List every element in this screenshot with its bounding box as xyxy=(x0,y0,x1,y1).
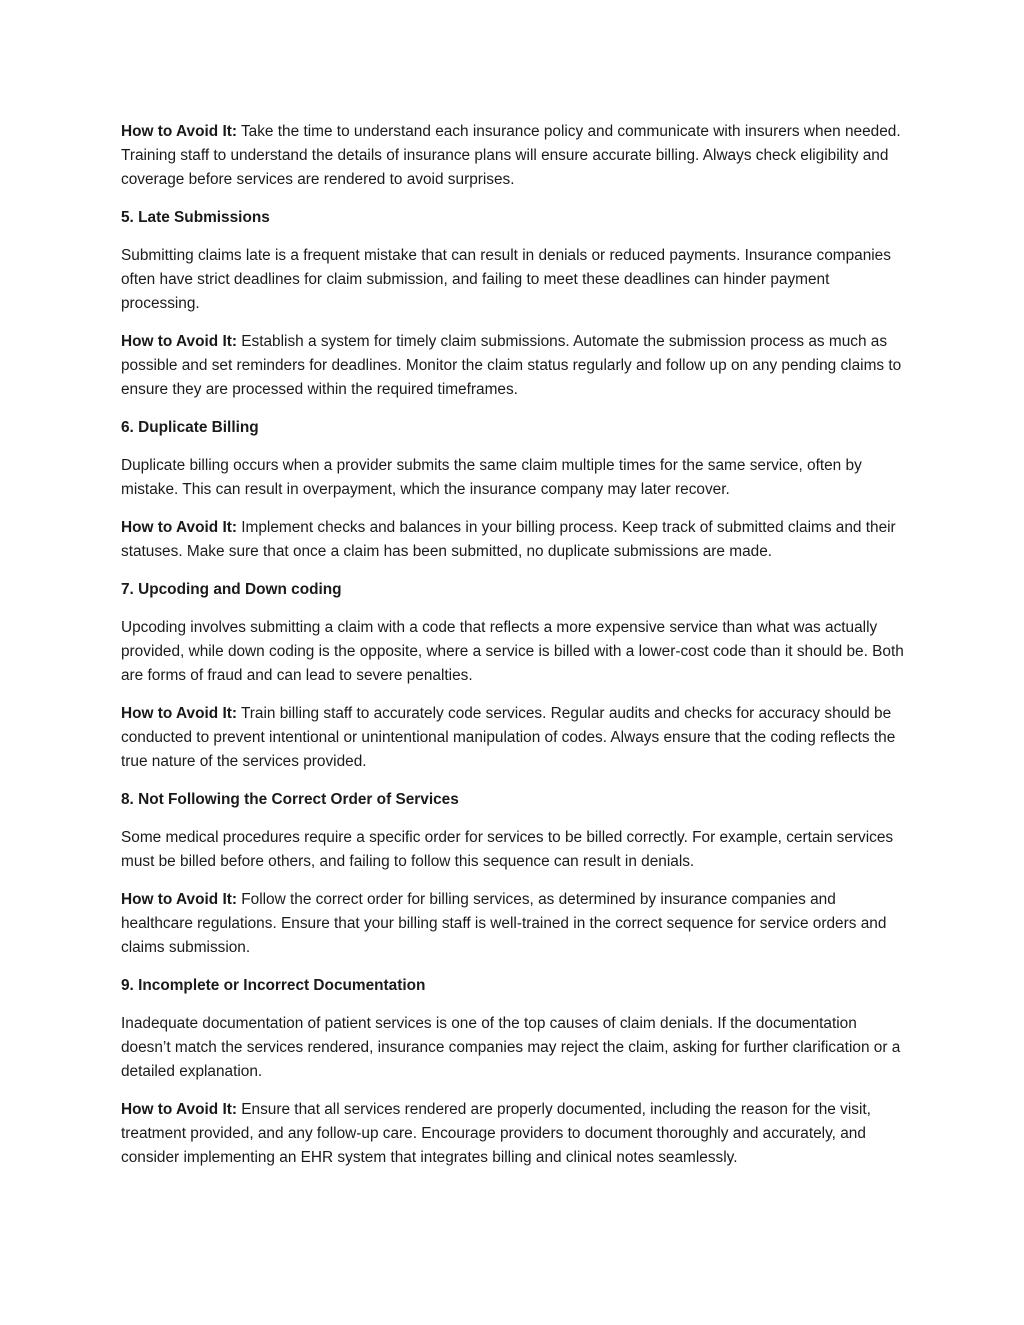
avoid-text: Establish a system for timely claim submissions. Automate the submission process as much as possible and set reminders for deadlines. Monitor the claim status regularly and follow up on any pending claims to ensure they are processed within the required timeframes. xyxy=(121,333,902,398)
avoid-paragraph xyxy=(121,516,907,564)
avoid-paragraph xyxy=(121,702,907,774)
section-heading: 5. Late Submissions xyxy=(121,209,270,226)
avoid-lead: How to Avoid It: xyxy=(121,705,237,722)
avoid-text: Ensure that all services rendered are properly documented, including the reason for the visit, treatment provided, and any follow-up care. Encourage providers to document thoroughly and accurately, and consider implementing an EHR system that integrates billing and clinical notes seamlessly. xyxy=(121,1101,871,1166)
avoid-lead: How to Avoid It: xyxy=(121,123,237,140)
avoid-text: Implement checks and balances in your billing process. Keep track of submitted claims and their statuses. Make sure that once a claim has been submitted, no duplicate submissions are made. xyxy=(121,519,896,560)
avoid-lead: How to Avoid It: xyxy=(121,891,237,908)
section-heading: 7. Upcoding and Down coding xyxy=(121,581,342,598)
avoid-lead: How to Avoid It: xyxy=(121,333,237,350)
section-heading: 6. Duplicate Billing xyxy=(121,419,259,436)
body-paragraph: Submitting claims late is a frequent mistake that can result in denials or reduced payments. Insurance companies often have strict deadlines for claim submission, and failing to meet these deadlines can hinder payment processing. xyxy=(121,247,891,312)
avoid-paragraph xyxy=(121,120,907,192)
section-heading: 9. Incomplete or Incorrect Documentation xyxy=(121,977,426,994)
section-heading: 8. Not Following the Correct Order of Services xyxy=(121,791,459,808)
body-paragraph: Upcoding involves submitting a claim with a code that reflects a more expensive service than what was actually provided, while down coding is the opposite, where a service is billed with a lower-cost code than it should be. Both are forms of fraud and can lead to severe penalties. xyxy=(121,619,904,684)
avoid-paragraph xyxy=(121,888,907,960)
avoid-lead: How to Avoid It: xyxy=(121,519,237,536)
avoid-lead: How to Avoid It: xyxy=(121,1101,237,1118)
avoid-paragraph xyxy=(121,1098,907,1170)
avoid-text: Take the time to understand each insurance policy and communicate with insurers when needed. Training staff to understand the details of insurance plans will ensure accurate billing. Always check eligibility and coverage before services are rendered to avoid surprises. xyxy=(121,123,901,188)
body-paragraph: Duplicate billing occurs when a provider submits the same claim multiple times for the same service, often by mistake. This can result in overpayment, which the insurance company may later recover. xyxy=(121,457,862,498)
body-paragraph: Some medical procedures require a specific order for services to be billed correctly. For example, certain services must be billed before others, and failing to follow this sequence can result in denials. xyxy=(121,829,894,870)
avoid-text: Train billing staff to accurately code services. Regular audits and checks for accuracy should be conducted to prevent intentional or unintentional manipulation of codes. Always ensure that the coding reflects the true nature of the services provided. xyxy=(121,705,896,770)
body-paragraph: Inadequate documentation of patient services is one of the top causes of claim denials. If the documentation doesn’t match the services rendered, insurance companies may reject the claim, asking for further clarification or a detailed explanation. xyxy=(121,1015,901,1080)
document-body xyxy=(121,120,907,1184)
avoid-paragraph xyxy=(121,330,907,402)
avoid-text: Follow the correct order for billing services, as determined by insurance companies and healthcare regulations. Ensure that your billing staff is well-trained in the correct sequence for service orders and claims submission. xyxy=(121,891,887,956)
